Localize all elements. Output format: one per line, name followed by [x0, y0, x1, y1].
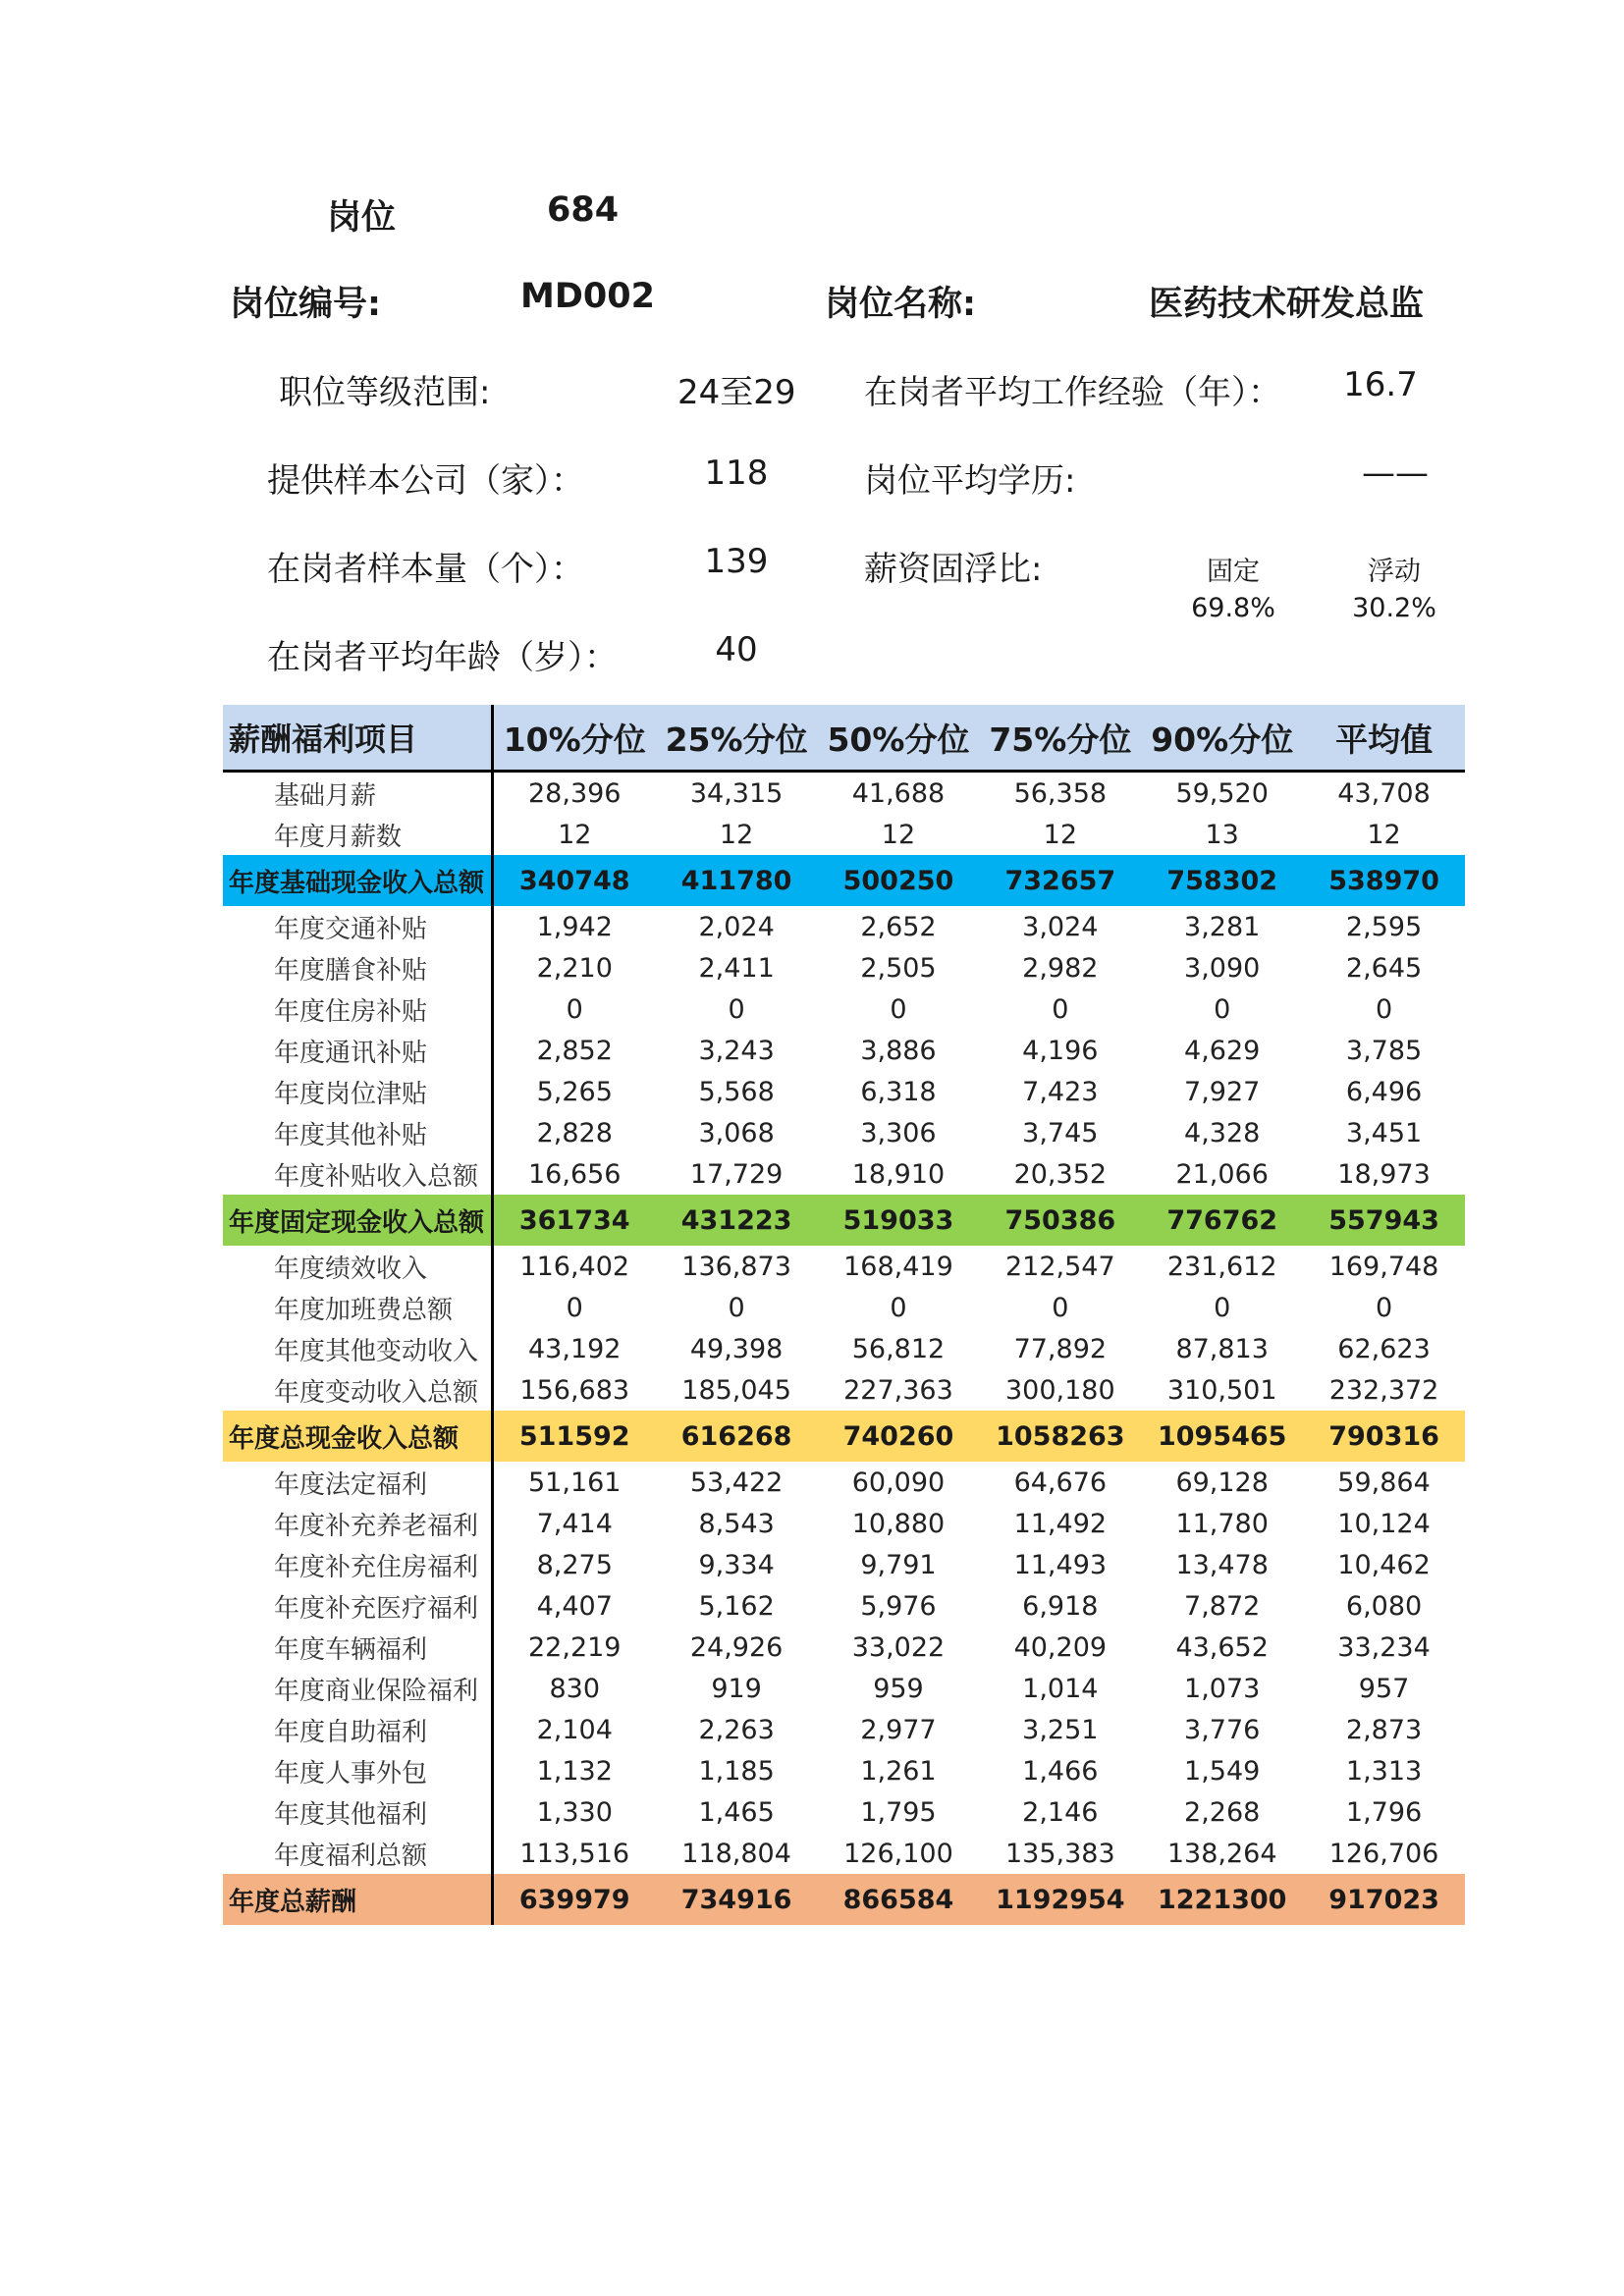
- table-row: [223, 1287, 1465, 1328]
- avg-education-label: 岗位平均学历:: [864, 461, 1076, 501]
- cell-p75: 40,209: [1013, 1631, 1108, 1663]
- grade-range-label: 职位等级范围:: [279, 373, 491, 412]
- cell-mean: 2,595: [1345, 911, 1423, 942]
- cell-p25: 136,873: [681, 1251, 791, 1282]
- cell-p90: 4,629: [1184, 1035, 1261, 1066]
- cell-mean: 2,645: [1345, 952, 1423, 984]
- cell-mean: 790316: [1328, 1420, 1439, 1452]
- table-total-row: [223, 855, 1465, 906]
- cell-mean: 6,080: [1345, 1590, 1423, 1622]
- cell-p25: 3,243: [698, 1035, 775, 1066]
- cell-p25: 118,804: [681, 1838, 791, 1869]
- cell-p75: 11,492: [1013, 1508, 1108, 1539]
- cell-p50: 10,880: [851, 1508, 946, 1539]
- row-label: 年度其他变动收入: [223, 1328, 494, 1369]
- cell-p50: 3,306: [860, 1117, 937, 1148]
- cell-p90: 69,128: [1175, 1467, 1269, 1498]
- cell-p25: 34,315: [689, 777, 784, 809]
- cell-p75: 64,676: [1013, 1467, 1108, 1498]
- cell-p10: 28,396: [528, 777, 622, 809]
- cell-p25: 919: [711, 1673, 762, 1704]
- table-row: [223, 814, 1465, 855]
- cell-p75: 12: [1043, 819, 1077, 850]
- cell-p10: 830: [549, 1673, 601, 1704]
- row-label: 年度福利总额: [223, 1833, 494, 1874]
- cell-p90: 758302: [1166, 865, 1278, 896]
- cell-p10: 1,942: [536, 911, 613, 942]
- cell-p90: 1,073: [1184, 1673, 1261, 1704]
- table-row: [223, 1153, 1465, 1195]
- cell-p50: 1,261: [860, 1755, 937, 1787]
- cell-p75: 20,352: [1013, 1158, 1108, 1190]
- position-label: 岗位: [327, 198, 397, 238]
- cell-mean: 59,864: [1337, 1467, 1431, 1498]
- cell-p75: 0: [1052, 993, 1069, 1025]
- row-label: 年度交通补贴: [223, 906, 494, 947]
- table-row: [223, 1369, 1465, 1411]
- table-row: [223, 1246, 1465, 1287]
- cell-p90: 59,520: [1175, 777, 1269, 809]
- table-row: [223, 988, 1465, 1030]
- cell-p10: 511592: [518, 1420, 630, 1452]
- cell-p90: 231,612: [1166, 1251, 1277, 1282]
- cell-mean: 33,234: [1337, 1631, 1431, 1663]
- cell-p50: 2,505: [860, 952, 937, 984]
- row-label: 年度固定现金收入总额: [223, 1195, 494, 1246]
- cell-p90: 310,501: [1166, 1374, 1277, 1406]
- cell-mean: 957: [1358, 1673, 1410, 1704]
- cell-p90: 43,652: [1175, 1631, 1269, 1663]
- position-code-value: MD002: [520, 277, 655, 316]
- row-label: 年度其他补贴: [223, 1112, 494, 1153]
- position-name-label: 岗位名称:: [825, 285, 976, 324]
- row-label: 年度车辆福利: [223, 1627, 494, 1668]
- cell-p75: 732657: [1004, 865, 1116, 896]
- row-label: 年度加班费总额: [223, 1287, 494, 1328]
- cell-mean: 917023: [1328, 1884, 1439, 1915]
- cell-p50: 18,910: [851, 1158, 946, 1190]
- cell-p75: 56,358: [1013, 777, 1108, 809]
- cell-p50: 33,022: [851, 1631, 946, 1663]
- cell-p50: 866584: [842, 1884, 954, 1915]
- row-label: 年度补充养老福利: [223, 1503, 494, 1544]
- row-label: 年度通讯补贴: [223, 1030, 494, 1071]
- cell-p10: 0: [566, 993, 583, 1025]
- cell-p50: 0: [890, 993, 907, 1025]
- cell-p75: 6,918: [1022, 1590, 1099, 1622]
- row-label: 年度住房补贴: [223, 988, 494, 1030]
- cell-p50: 5,976: [860, 1590, 937, 1622]
- grade-range-value: 24至29: [677, 373, 796, 412]
- cell-p50: 227,363: [843, 1374, 953, 1406]
- table-row: [223, 1627, 1465, 1668]
- sample-companies-label: 提供样本公司（家）：: [267, 461, 584, 501]
- table-body: [223, 773, 1465, 1925]
- cell-mean: 10,124: [1337, 1508, 1431, 1539]
- cell-p50: 9,791: [860, 1549, 937, 1580]
- cell-p75: 11,493: [1013, 1549, 1108, 1580]
- cell-p75: 0: [1052, 1292, 1069, 1323]
- float-ratio-label: 浮动: [1368, 557, 1421, 587]
- cell-p25: 53,422: [689, 1467, 784, 1498]
- cell-p75: 7,423: [1022, 1076, 1099, 1107]
- cell-p50: 168,419: [843, 1251, 953, 1282]
- cell-p25: 5,568: [698, 1076, 775, 1107]
- cell-p90: 776762: [1166, 1204, 1278, 1236]
- cell-p50: 6,318: [860, 1076, 937, 1107]
- cell-p25: 2,024: [698, 911, 775, 942]
- table-row: [223, 1750, 1465, 1791]
- cell-p25: 1,465: [698, 1796, 775, 1828]
- cell-p90: 3,281: [1184, 911, 1261, 942]
- table-row: [223, 1585, 1465, 1627]
- row-label: 年度基础现金收入总额: [223, 855, 494, 906]
- table-header: [223, 705, 1465, 773]
- row-label: 年度岗位津贴: [223, 1071, 494, 1112]
- table-total-row: [223, 1411, 1465, 1462]
- table-row: [223, 947, 1465, 988]
- cell-p90: 4,328: [1184, 1117, 1261, 1148]
- cell-p50: 959: [873, 1673, 924, 1704]
- cell-p10: 361734: [518, 1204, 630, 1236]
- cell-p90: 0: [1214, 1292, 1231, 1323]
- table-row: [223, 773, 1465, 814]
- row-label: 年度变动收入总额: [223, 1369, 494, 1411]
- cell-p75: 300,180: [1004, 1374, 1115, 1406]
- cell-mean: 1,313: [1345, 1755, 1423, 1787]
- cell-p10: 12: [558, 819, 592, 850]
- cell-p90: 7,872: [1184, 1590, 1261, 1622]
- cell-p25: 49,398: [689, 1333, 784, 1364]
- cell-p10: 5,265: [536, 1076, 613, 1107]
- cell-p90: 21,066: [1175, 1158, 1269, 1190]
- cell-p75: 3,745: [1022, 1117, 1099, 1148]
- cell-p90: 138,264: [1166, 1838, 1277, 1869]
- cell-p90: 3,090: [1184, 952, 1261, 984]
- cell-p90: 1221300: [1157, 1884, 1287, 1915]
- cell-p25: 2,263: [698, 1714, 775, 1745]
- cell-p50: 12: [881, 819, 916, 850]
- header-p50: 50%分位: [827, 720, 970, 759]
- cell-p10: 340748: [518, 865, 630, 896]
- cell-mean: 126,706: [1328, 1838, 1439, 1869]
- table-row: [223, 1791, 1465, 1833]
- cell-p50: 3,886: [860, 1035, 937, 1066]
- row-label: 年度其他福利: [223, 1791, 494, 1833]
- table-row: [223, 1544, 1465, 1585]
- cell-p10: 22,219: [528, 1631, 622, 1663]
- table-row: [223, 1833, 1465, 1874]
- cell-p90: 13,478: [1175, 1549, 1269, 1580]
- table-row: [223, 1071, 1465, 1112]
- table-row: [223, 1112, 1465, 1153]
- table-row: [223, 1709, 1465, 1750]
- cell-p10: 7,414: [536, 1508, 613, 1539]
- fixed-ratio-label: 固定: [1207, 557, 1260, 587]
- row-label: 年度绩效收入: [223, 1246, 494, 1287]
- table-row: [223, 1328, 1465, 1369]
- cell-p50: 2,977: [860, 1714, 937, 1745]
- cell-p10: 43,192: [528, 1333, 622, 1364]
- cell-mean: 6,496: [1345, 1076, 1423, 1107]
- cell-mean: 0: [1375, 993, 1393, 1025]
- cell-p90: 7,927: [1184, 1076, 1261, 1107]
- cell-mean: 232,372: [1328, 1374, 1439, 1406]
- cell-p10: 156,683: [519, 1374, 630, 1406]
- cell-p10: 4,407: [536, 1590, 613, 1622]
- cell-p50: 519033: [842, 1204, 954, 1236]
- row-label: 年度法定福利: [223, 1462, 494, 1503]
- avg-experience-label: 在岗者平均工作经验（年）：: [864, 373, 1281, 412]
- cell-p25: 3,068: [698, 1117, 775, 1148]
- cell-p25: 1,185: [698, 1755, 775, 1787]
- pay-ratio-label: 薪资固浮比:: [864, 550, 1043, 589]
- cell-mean: 2,873: [1345, 1714, 1423, 1745]
- cell-mean: 10,462: [1337, 1549, 1431, 1580]
- position-name-value: 医药技术研发总监: [1149, 285, 1425, 324]
- cell-mean: 3,785: [1345, 1035, 1423, 1066]
- cell-mean: 3,451: [1345, 1117, 1423, 1148]
- cell-p75: 3,024: [1022, 911, 1099, 942]
- table-row: [223, 1668, 1465, 1709]
- cell-p10: 51,161: [528, 1467, 622, 1498]
- avg-age-value: 40: [715, 630, 758, 669]
- table-row: [223, 1462, 1465, 1503]
- cell-p25: 185,045: [681, 1374, 791, 1406]
- cell-p75: 4,196: [1022, 1035, 1099, 1066]
- cell-p25: 8,543: [698, 1508, 775, 1539]
- cell-p10: 639979: [518, 1884, 630, 1915]
- cell-p75: 2,982: [1022, 952, 1099, 984]
- cell-p10: 1,330: [536, 1796, 613, 1828]
- cell-p10: 116,402: [519, 1251, 630, 1282]
- row-label: 基础月薪: [223, 773, 494, 814]
- sample-size-label: 在岗者样本量（个）：: [267, 550, 584, 589]
- cell-p75: 212,547: [1004, 1251, 1115, 1282]
- cell-mean: 12: [1367, 819, 1401, 850]
- table-row: [223, 1503, 1465, 1544]
- cell-p25: 0: [728, 1292, 745, 1323]
- cell-p25: 2,411: [698, 952, 775, 984]
- cell-p75: 2,146: [1022, 1796, 1099, 1828]
- cell-p90: 3,776: [1184, 1714, 1261, 1745]
- cell-p75: 77,892: [1013, 1333, 1108, 1364]
- float-ratio-value: 30.2%: [1352, 593, 1436, 623]
- cell-p25: 411780: [680, 865, 792, 896]
- cell-p50: 2,652: [860, 911, 937, 942]
- cell-p50: 740260: [842, 1420, 954, 1452]
- cell-p90: 1095465: [1157, 1420, 1287, 1452]
- cell-p75: 1192954: [996, 1884, 1125, 1915]
- cell-p90: 13: [1205, 819, 1239, 850]
- cell-p75: 3,251: [1022, 1714, 1099, 1745]
- cell-p25: 734916: [680, 1884, 792, 1915]
- cell-p25: 9,334: [698, 1549, 775, 1580]
- table-total-row: [223, 1874, 1465, 1925]
- cell-mean: 18,973: [1337, 1158, 1431, 1190]
- cell-p75: 1,014: [1022, 1673, 1099, 1704]
- cell-p10: 16,656: [528, 1158, 622, 1190]
- position-code-label: 岗位编号:: [230, 285, 381, 324]
- cell-p50: 500250: [842, 865, 954, 896]
- row-label: 年度自助福利: [223, 1709, 494, 1750]
- table-row: [223, 1030, 1465, 1071]
- cell-p50: 126,100: [843, 1838, 953, 1869]
- cell-p75: 750386: [1004, 1204, 1116, 1236]
- cell-mean: 557943: [1328, 1204, 1439, 1236]
- cell-p50: 60,090: [851, 1467, 946, 1498]
- header-p90: 90%分位: [1151, 720, 1294, 759]
- row-label: 年度总薪酬: [223, 1874, 494, 1925]
- cell-p10: 2,828: [536, 1117, 613, 1148]
- cell-p25: 17,729: [689, 1158, 784, 1190]
- cell-p10: 2,104: [536, 1714, 613, 1745]
- cell-p10: 1,132: [536, 1755, 613, 1787]
- cell-p90: 1,549: [1184, 1755, 1261, 1787]
- sample-size-value: 139: [704, 542, 769, 581]
- cell-p10: 2,210: [536, 952, 613, 984]
- cell-p50: 41,688: [851, 777, 946, 809]
- header-item: 薪酬福利项目: [223, 705, 494, 770]
- cell-p10: 2,852: [536, 1035, 613, 1066]
- row-label: 年度商业保险福利: [223, 1668, 494, 1709]
- cell-p10: 0: [566, 1292, 583, 1323]
- cell-mean: 62,623: [1337, 1333, 1431, 1364]
- cell-p25: 5,162: [698, 1590, 775, 1622]
- cell-mean: 169,748: [1328, 1251, 1439, 1282]
- avg-education-value: ——: [1362, 454, 1429, 493]
- row-label: 年度人事外包: [223, 1750, 494, 1791]
- cell-p25: 12: [719, 819, 754, 850]
- cell-p25: 431223: [680, 1204, 792, 1236]
- cell-p90: 2,268: [1184, 1796, 1261, 1828]
- cell-mean: 0: [1375, 1292, 1393, 1323]
- cell-p50: 56,812: [851, 1333, 946, 1364]
- cell-p50: 0: [890, 1292, 907, 1323]
- cell-p90: 0: [1214, 993, 1231, 1025]
- salary-table: [223, 705, 1465, 1925]
- cell-p25: 24,926: [689, 1631, 784, 1663]
- row-label: 年度补充住房福利: [223, 1544, 494, 1585]
- cell-mean: 538970: [1328, 865, 1439, 896]
- cell-p90: 11,780: [1175, 1508, 1269, 1539]
- cell-p75: 135,383: [1004, 1838, 1115, 1869]
- cell-p50: 1,795: [860, 1796, 937, 1828]
- row-label: 年度补充医疗福利: [223, 1585, 494, 1627]
- header-p75: 75%分位: [989, 720, 1132, 759]
- cell-p25: 0: [728, 993, 745, 1025]
- cell-mean: 1,796: [1345, 1796, 1423, 1828]
- cell-p90: 87,813: [1175, 1333, 1269, 1364]
- cell-mean: 43,708: [1337, 777, 1431, 809]
- position-value: 684: [547, 190, 620, 230]
- header-mean: 平均值: [1335, 720, 1434, 759]
- cell-p10: 8,275: [536, 1549, 613, 1580]
- fixed-ratio-value: 69.8%: [1191, 593, 1275, 623]
- table-total-row: [223, 1195, 1465, 1246]
- sample-companies-value: 118: [704, 454, 769, 493]
- cell-p25: 616268: [680, 1420, 792, 1452]
- cell-p75: 1058263: [996, 1420, 1125, 1452]
- row-label: 年度月薪数: [223, 814, 494, 855]
- header-p10: 10%分位: [503, 720, 646, 759]
- header-p25: 25%分位: [665, 720, 808, 759]
- row-label: 年度补贴收入总额: [223, 1153, 494, 1195]
- row-label: 年度膳食补贴: [223, 947, 494, 988]
- table-row: [223, 906, 1465, 947]
- avg-experience-value: 16.7: [1343, 365, 1418, 404]
- cell-p75: 1,466: [1022, 1755, 1099, 1787]
- cell-p10: 113,516: [519, 1838, 630, 1869]
- row-label: 年度总现金收入总额: [223, 1411, 494, 1462]
- avg-age-label: 在岗者平均年龄（岁）：: [267, 638, 618, 677]
